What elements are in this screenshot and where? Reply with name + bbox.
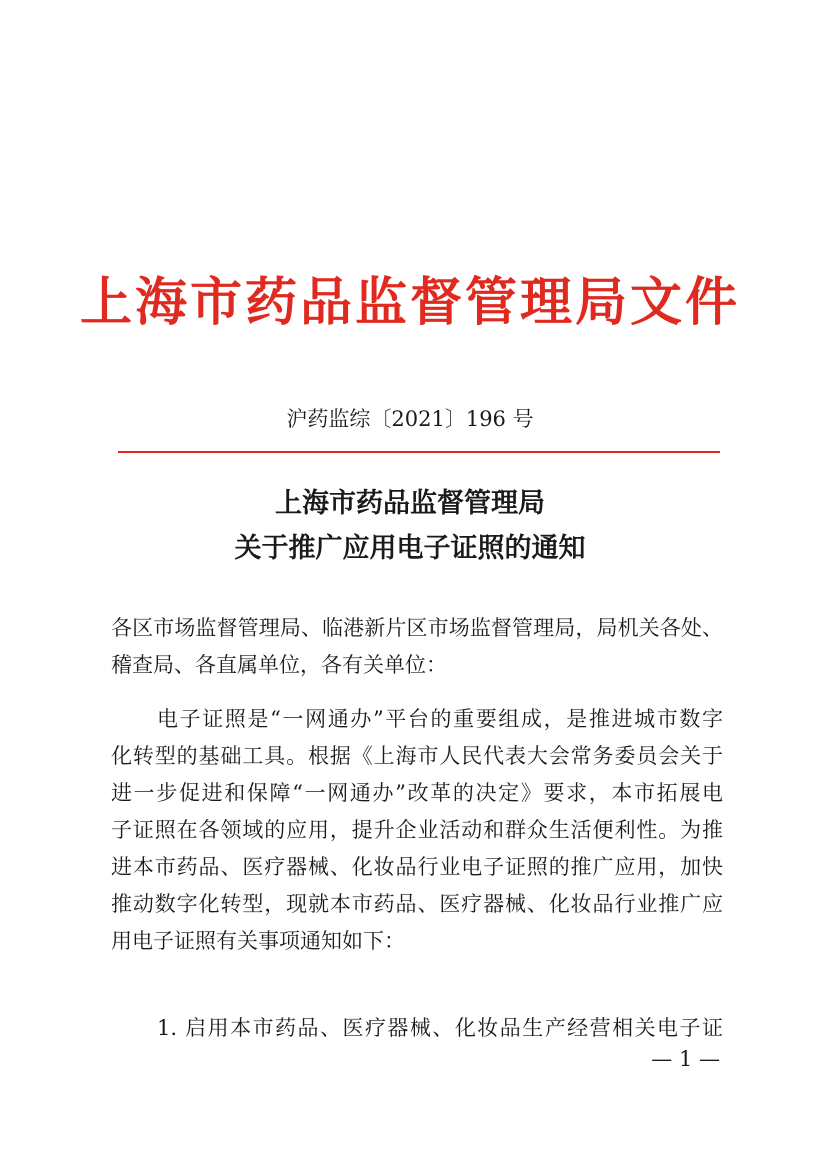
document-number: 沪药监综〔2021〕196 号	[286, 407, 534, 431]
body-text-line: 进本市药品、医疗器械、化妆品行业电子证照的推广应用，加快	[111, 855, 723, 879]
notice-title-line-1: 上海市药品监督管理局	[275, 488, 545, 519]
issuer-header-title: 上海市药品监督管理局文件	[79, 273, 740, 333]
page-number: — 1 —	[651, 1047, 720, 1071]
red-divider-line	[118, 451, 720, 453]
notice-title-line-2: 关于推广应用电子证照的通知	[234, 533, 586, 564]
body-text-line: 进一步促进和保障“一网通办”改革的决定》要求，本市拓展电	[111, 781, 723, 805]
list-item-line: 1. 启用本市药品、医疗器械、化妆品生产经营相关电子证	[157, 1016, 723, 1040]
body-text-line: 用电子证照有关事项通知如下：	[111, 929, 405, 953]
body-text-line: 推动数字化转型，现就本市药品、医疗器械、化妆品行业推广应	[111, 892, 723, 916]
body-text-line: 子证照在各领域的应用，提升企业活动和群众生活便利性。为推	[111, 818, 723, 842]
addressee-line-1: 各区市场监督管理局、临港新片区市场监督管理局，局机关各处、	[111, 616, 723, 640]
body-text-line: 电子证照是“一网通办”平台的重要组成，是推进城市数字	[157, 707, 723, 731]
addressee-line-2: 稽查局、各直属单位，各有关单位：	[111, 653, 447, 677]
body-text-line: 化转型的基础工具。根据《上海市人民代表大会常务委员会关于	[111, 744, 723, 768]
